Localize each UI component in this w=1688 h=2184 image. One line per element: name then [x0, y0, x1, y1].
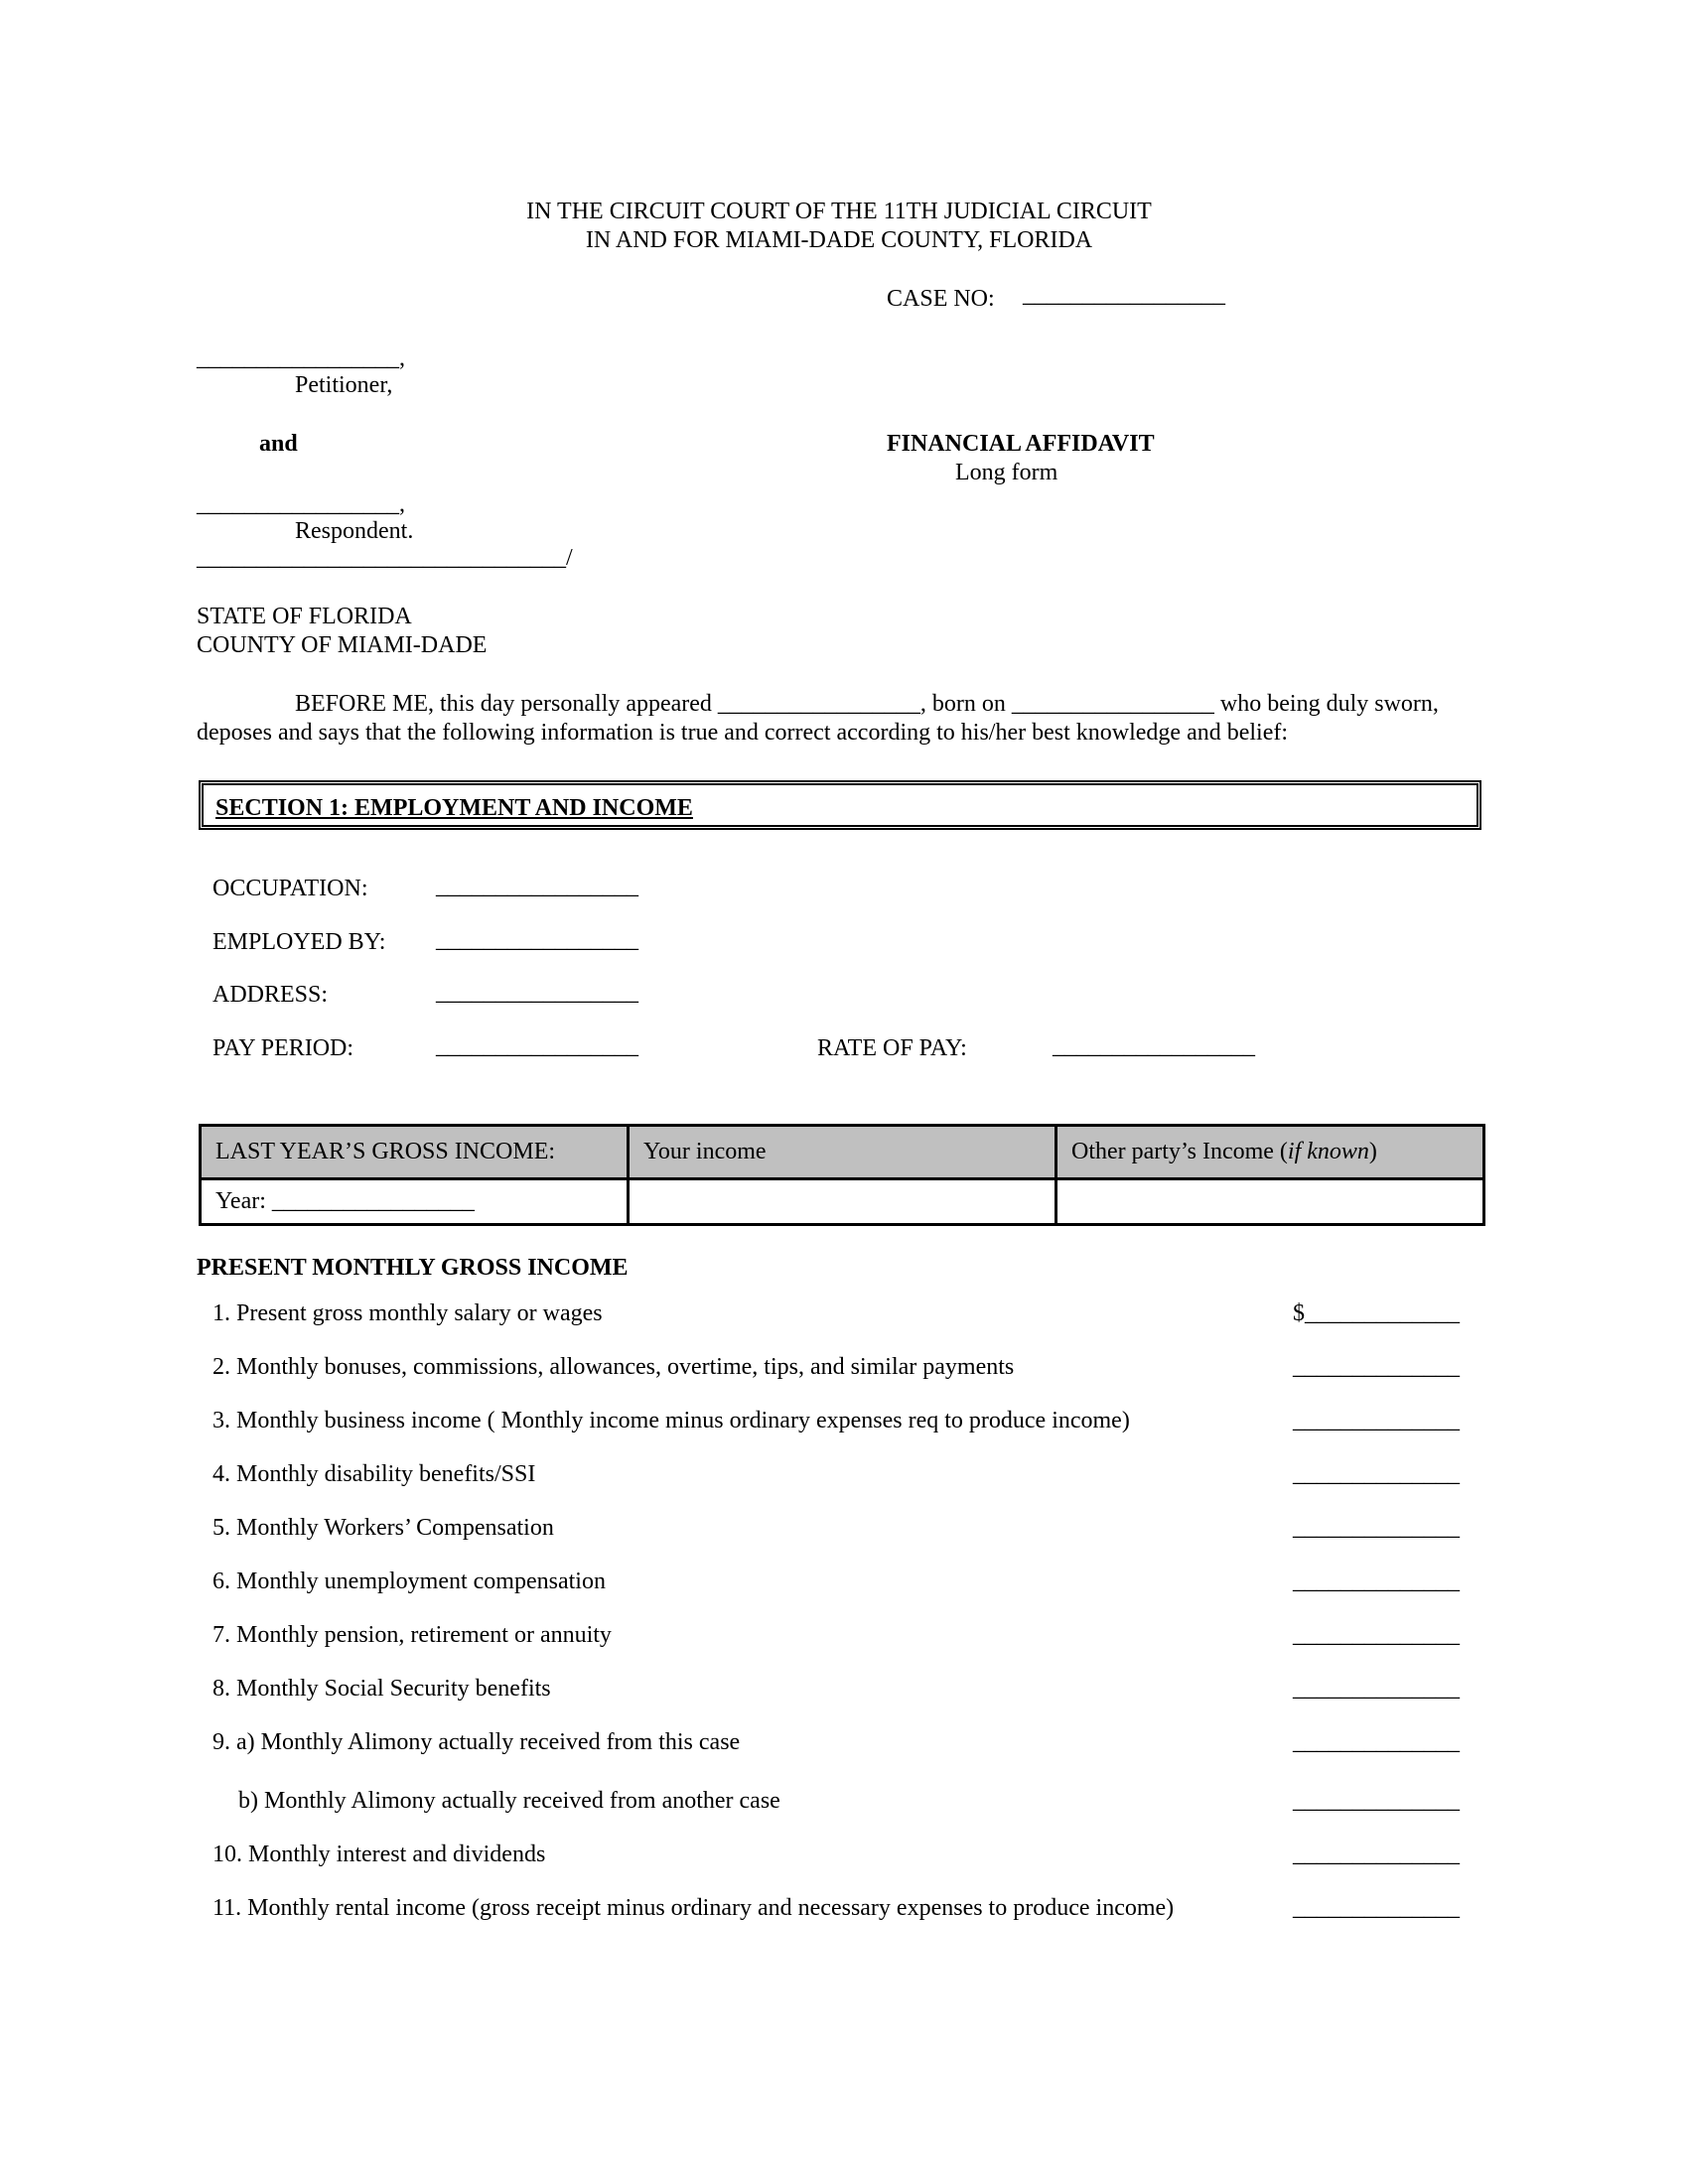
petitioner-label: Petitioner, [295, 372, 393, 398]
court-line-1: IN THE CIRCUIT COURT OF THE 11TH JUDICIAL CIRCUIT [526, 199, 1152, 224]
respondent-name-field[interactable]: _________________, [197, 491, 405, 517]
respondent-label: Respondent. [295, 518, 414, 544]
list-item: 11. Monthly rental income (gross receipt minus ordinary and necessary expenses to produce income) [212, 1895, 1175, 1921]
case-no-field[interactable]: _________________ [1023, 282, 1225, 308]
year-field[interactable]: Year: _________________ [201, 1179, 629, 1225]
pay-period-label: PAY PERIOD: [212, 1035, 354, 1061]
your-income-cell[interactable] [629, 1179, 1056, 1225]
list-item: 1. Present gross monthly salary or wages [212, 1300, 603, 1326]
list-item: 4. Monthly disability benefits/SSI [212, 1461, 536, 1487]
header-other-party-income: Other party’s Income (if known) [1056, 1126, 1484, 1179]
document-title: FINANCIAL AFFIDAVIT [887, 431, 1155, 457]
list-item: b) Monthly Alimony actually received from another case [238, 1788, 780, 1814]
occupation-label: OCCUPATION: [212, 876, 368, 901]
occupation-field[interactable]: _________________ [436, 874, 638, 899]
county-label: COUNTY OF MIAMI-DADE [197, 632, 488, 658]
amount-field[interactable]: ______________ [1293, 1354, 1460, 1380]
table-row [201, 1179, 1484, 1225]
amount-field[interactable]: $_____________ [1293, 1300, 1460, 1326]
oath-line-1: BEFORE ME, this day personally appeared _________________, born on _________________ who being duly sworn, [295, 691, 1439, 717]
case-no-label: CASE NO: [887, 286, 995, 312]
list-item: 2. Monthly bonuses, commissions, allowances, overtime, tips, and similar payments [212, 1354, 1015, 1380]
and-label: and [259, 431, 298, 457]
list-item: 3. Monthly business income ( Monthly income minus ordinary expenses req to produce income) [212, 1408, 1130, 1433]
petitioner-name-field[interactable]: _________________, [197, 345, 405, 371]
employed-by-field[interactable]: _________________ [436, 927, 638, 953]
amount-field[interactable]: ______________ [1293, 1842, 1460, 1867]
amount-field[interactable]: ______________ [1293, 1569, 1460, 1594]
header-your-income: Your income [629, 1126, 1056, 1179]
court-line-2: IN AND FOR MIAMI-DADE COUNTY, FLORIDA [585, 227, 1093, 253]
document-subtitle: Long form [955, 460, 1058, 485]
list-item: 7. Monthly pension, retirement or annuity [212, 1622, 612, 1648]
list-item: 9. a) Monthly Alimony actually received from this case [212, 1729, 741, 1755]
amount-field[interactable]: ______________ [1293, 1729, 1460, 1755]
list-item: 10. Monthly interest and dividends [212, 1842, 546, 1867]
caption-closing-line: _______________________________/ [197, 545, 573, 571]
pay-period-field[interactable]: _________________ [436, 1033, 638, 1059]
address-label: ADDRESS: [212, 982, 329, 1008]
state-label: STATE OF FLORIDA [197, 604, 412, 629]
amount-field[interactable]: ______________ [1293, 1788, 1460, 1814]
list-item: 8. Monthly Social Security benefits [212, 1676, 551, 1702]
list-item: 6. Monthly unemployment compensation [212, 1569, 606, 1594]
amount-field[interactable]: ______________ [1293, 1515, 1460, 1541]
amount-field[interactable]: ______________ [1293, 1895, 1460, 1921]
amount-field[interactable]: ______________ [1293, 1461, 1460, 1487]
header-last-year: LAST YEAR’S GROSS INCOME: [201, 1126, 629, 1179]
list-item: 5. Monthly Workers’ Compensation [212, 1515, 554, 1541]
rate-of-pay-label: RATE OF PAY: [817, 1035, 967, 1061]
monthly-income-heading: PRESENT MONTHLY GROSS INCOME [197, 1255, 629, 1281]
section-1-header [199, 780, 1481, 830]
section-1-title: SECTION 1: EMPLOYMENT AND INCOME [215, 795, 693, 821]
amount-field[interactable]: ______________ [1293, 1408, 1460, 1433]
oath-line-2: deposes and says that the following information is true and correct according to his/her best knowledge and belief: [197, 720, 1289, 746]
other-party-income-cell[interactable] [1056, 1179, 1484, 1225]
table-header-row [201, 1126, 1484, 1179]
amount-field[interactable]: ______________ [1293, 1676, 1460, 1702]
address-field[interactable]: _________________ [436, 980, 638, 1006]
rate-of-pay-field[interactable]: _________________ [1053, 1033, 1255, 1059]
amount-field[interactable]: ______________ [1293, 1622, 1460, 1648]
employed-by-label: EMPLOYED BY: [212, 929, 386, 955]
last-year-gross-income-table [199, 1124, 1485, 1226]
